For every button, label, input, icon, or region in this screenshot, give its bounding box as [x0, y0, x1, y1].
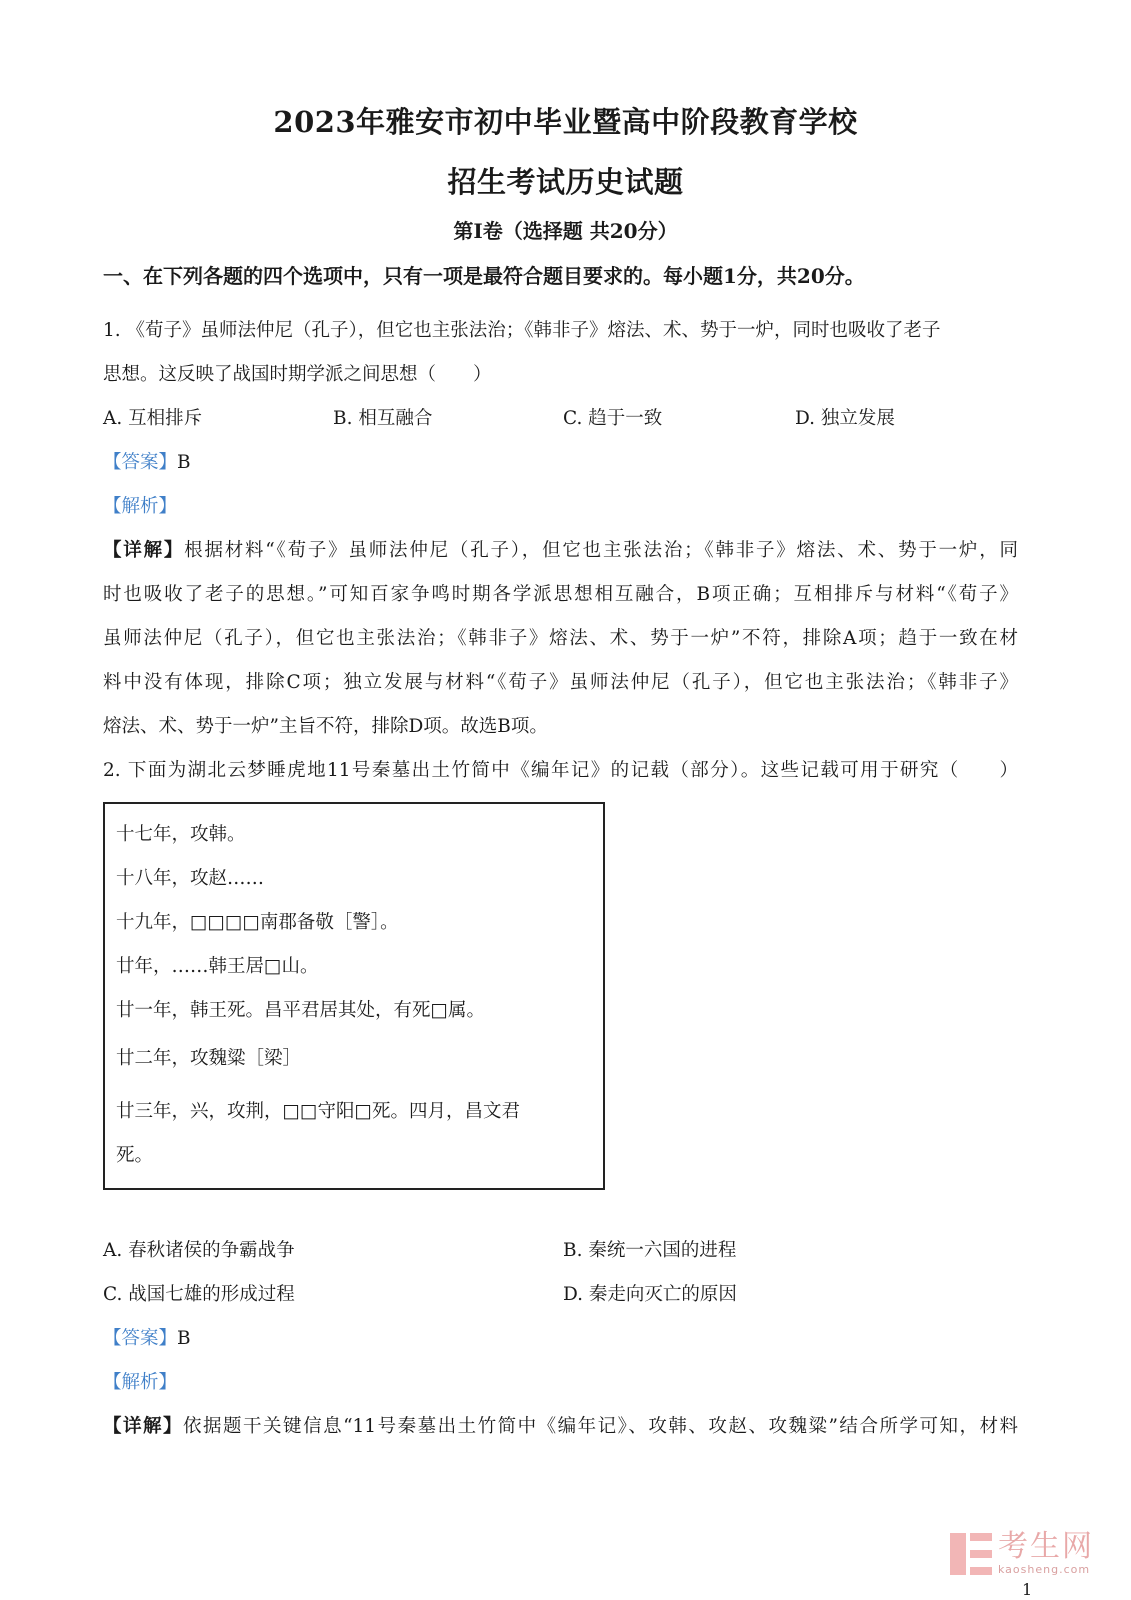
q1-stem-line2: 思想。这反映了战国时期学派之间思想（ ） [103, 364, 492, 385]
q1-answer-value: B [177, 452, 191, 473]
q2-answer-value: B [177, 1328, 191, 1349]
exam-title-line1: 2023年雅安市初中毕业暨高中阶段教育学校 [273, 105, 858, 139]
q1-answer [103, 448, 191, 474]
volume-heading: 第I卷（选择题 共20分） [453, 219, 678, 243]
q2-option-a: A. 春秋诸侯的争霸战争 [103, 1240, 295, 1261]
watermark-url: kaosheng.com [998, 1563, 1091, 1576]
q1-detail-line2: 时也吸收了老子的思想。”可知百家争鸣时期各学派思想相互融合，B项正确；互相排斥与材料“《荀子》 [103, 584, 1018, 605]
q2-analysis-label: 【解析】 [103, 1372, 178, 1393]
kaosheng-watermark [950, 1529, 1094, 1576]
q1-option-c: C. 趋于一致 [563, 408, 663, 429]
page-number: 1 [1022, 1580, 1033, 1599]
q2-box-line: 廿年，……韩王居□山。 [116, 956, 319, 977]
exam-title-line2: 招生考试历史试题 [447, 165, 684, 199]
q1-analysis-label: 【解析】 [103, 496, 178, 517]
q1-stem-line1: 1. 《荀子》虽师法仲尼（孔子），但它也主张法治；《韩非子》熔法、术、势于一炉，同时也吸收了老子 [103, 320, 941, 341]
kaosheng-logo-icon [950, 1533, 992, 1575]
q2-stem: 2. 下面为湖北云梦睡虎地11号秦墓出土竹简中《编年记》的记载（部分）。这些记载可用于研究（ ） [103, 760, 1018, 781]
q1-analysis [103, 492, 177, 518]
q2-box-line: 死。 [116, 1145, 154, 1166]
q2-detail-line1: 【详解】依据题干关键信息“11号秦墓出土竹简中《编年记》、攻韩、攻赵、攻魏粱”结合所学可知，材料 [103, 1416, 1018, 1437]
section-heading: 一、在下列各题的四个选项中，只有一项是最符合题目要求的。每小题1分，共20分。 [103, 264, 865, 288]
watermark-name: 考生网 [998, 1529, 1094, 1564]
q2-box-line: 廿三年，兴，攻荆，□□守阳□死。四月，昌文君 [116, 1101, 520, 1122]
q1-detail-line3: 虽师法仲尼（孔子），但它也主张法治；《韩非子》熔法、术、势于一炉”不符，排除A项；趋于一致在材 [103, 628, 1018, 649]
q2-answer [103, 1324, 191, 1350]
q2-option-b: B. 秦统一六国的进程 [563, 1240, 737, 1261]
q2-box-line: 十九年，□□□□南郡备敬［警］。 [116, 912, 399, 933]
q1-detail-line5: 熔法、术、势于一炉”主旨不符，排除D项。故选B项。 [103, 716, 548, 737]
q1-detail-line4: 料中没有体现，排除C项；独立发展与材料“《荀子》虽师法仲尼（孔子），但它也主张法治；《韩非子》 [103, 672, 1018, 693]
q1-option-a: A. 互相排斥 [103, 408, 203, 429]
q2-box-line: 十七年，攻韩。 [116, 824, 246, 845]
q2-detail-label: 【详解】 [103, 1416, 184, 1437]
q2-analysis [103, 1368, 177, 1394]
q1-answer-label: 【答案】 [103, 452, 178, 473]
q1-detail-line1: 【详解】根据材料“《荀子》虽师法仲尼（孔子），但它也主张法治；《韩非子》熔法、术、势于一炉，同 [103, 540, 1018, 561]
q2-option-c: C. 战国七雄的形成过程 [103, 1284, 295, 1305]
q1-option-b: B. 相互融合 [333, 408, 433, 429]
q2-answer-label: 【答案】 [103, 1328, 178, 1349]
q2-box-line: 十八年，攻赵…… [116, 868, 265, 889]
q2-option-d: D. 秦走向灭亡的原因 [563, 1284, 737, 1305]
q2-box-line: 廿二年，攻魏粱［梁］ [116, 1048, 302, 1069]
q2-material-box [103, 802, 605, 1190]
q2-box-line: 廿一年，韩王死。昌平君居其处，有死□属。 [116, 1000, 485, 1021]
q1-option-d: D. 独立发展 [795, 408, 895, 429]
q1-detail-label: 【详解】 [103, 540, 185, 561]
